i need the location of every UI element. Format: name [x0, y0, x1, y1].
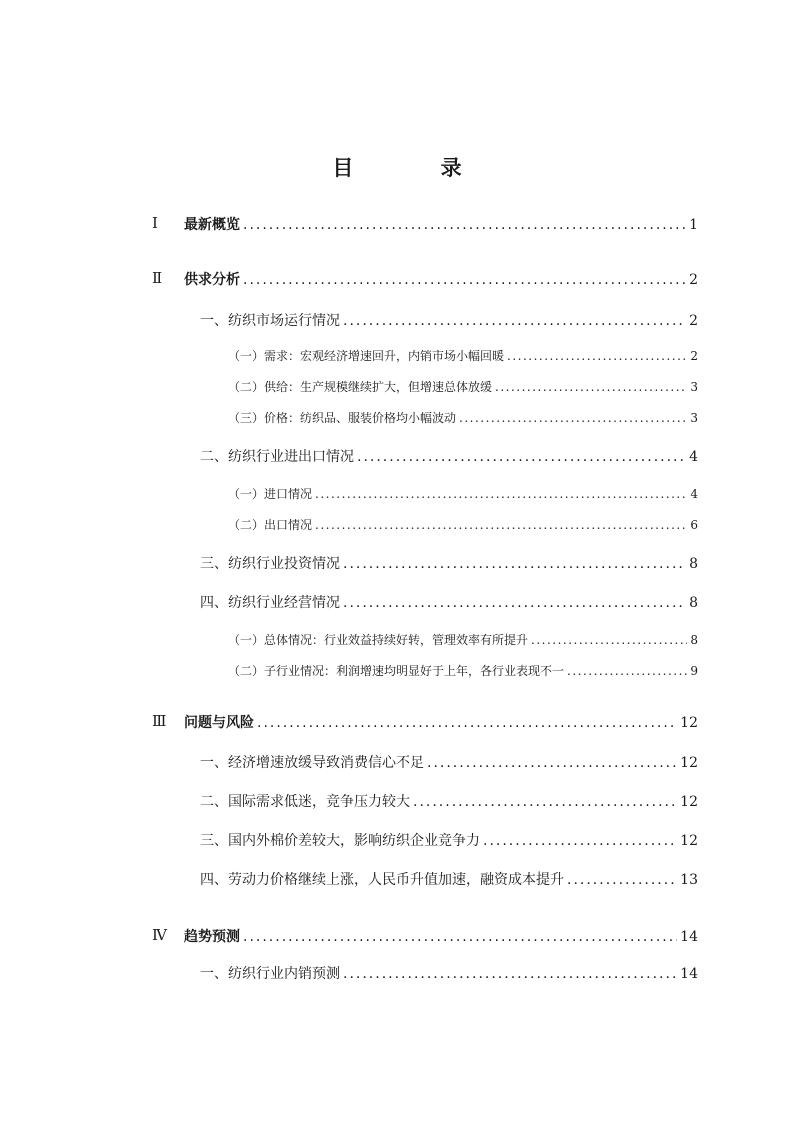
- toc-entry-label: 问题与风险: [184, 715, 254, 731]
- toc-entry-page: 14: [680, 966, 698, 982]
- toc-entry-label: 一、纺织市场运行情况: [200, 313, 340, 329]
- toc-entry-page: 3: [690, 411, 698, 425]
- toc-subentry[interactable]: [228, 516, 698, 533]
- toc-entry[interactable]: [200, 752, 698, 772]
- dot-leader: [567, 664, 687, 678]
- dot-leader: [243, 217, 686, 233]
- dot-leader: [567, 872, 677, 888]
- toc-section-entry[interactable]: [184, 926, 698, 946]
- toc-subentry[interactable]: [228, 485, 698, 502]
- toc-subentry[interactable]: [228, 409, 698, 426]
- toc-section-entry[interactable]: [184, 214, 698, 234]
- dot-leader: [343, 966, 677, 982]
- toc-entry-label: （二）出口情况: [228, 518, 313, 532]
- dot-leader: [343, 595, 686, 611]
- section-numeral: Ⅰ: [152, 214, 158, 232]
- dot-leader: [459, 411, 687, 425]
- toc-entry-page: 6: [690, 518, 698, 532]
- toc-entry[interactable]: [200, 963, 698, 983]
- dot-leader: [243, 929, 677, 945]
- dot-leader: [257, 715, 677, 731]
- dot-leader: [507, 349, 687, 363]
- toc-entry-label: （一）需求：宏观经济增速回升，内销市场小幅回暖: [228, 349, 505, 363]
- toc-entry[interactable]: [200, 791, 698, 811]
- toc-entry-page: 12: [680, 833, 698, 849]
- toc-entry-label: （二）子行业情况：利润增速均明显好于上年，各行业表现不一: [228, 664, 565, 678]
- toc-entry-page: 14: [680, 929, 698, 945]
- dot-leader: [427, 755, 677, 771]
- toc-entry-label: 供求分析: [184, 272, 240, 288]
- dot-leader: [495, 380, 687, 394]
- page-title: 目 录: [332, 156, 502, 180]
- toc-entry-page: 13: [680, 872, 698, 888]
- toc-entry-page: 8: [690, 633, 698, 647]
- toc-entry-page: 2: [689, 272, 698, 288]
- toc-entry[interactable]: [200, 446, 698, 466]
- toc-entry-label: 一、经济增速放缓导致消费信心不足: [200, 755, 424, 771]
- dot-leader: [343, 313, 686, 329]
- toc-entry-page: 12: [680, 755, 698, 771]
- dot-leader: [413, 794, 677, 810]
- toc-entry-page: 4: [690, 487, 698, 501]
- toc-entry-page: 2: [689, 313, 698, 329]
- toc-section-entry[interactable]: [184, 712, 698, 732]
- toc-entry-page: 12: [680, 715, 698, 731]
- toc-entry-page: 2: [690, 349, 698, 363]
- toc-entry-page: 9: [690, 664, 698, 678]
- dot-leader: [343, 556, 686, 572]
- toc-entry-label: 四、劳动力价格继续上涨，人民币升值加速，融资成本提升: [200, 872, 564, 888]
- toc-entry-label: （一）进口情况: [228, 487, 313, 501]
- toc-entry[interactable]: [200, 869, 698, 889]
- toc-entry[interactable]: [200, 592, 698, 612]
- toc-section-entry[interactable]: [184, 269, 698, 289]
- toc-subentry[interactable]: [228, 347, 698, 364]
- section-numeral: Ⅳ: [152, 926, 167, 944]
- toc-entry-label: （二）供给：生产规模继续扩大，但增速总体放缓: [228, 380, 493, 394]
- dot-leader: [483, 833, 677, 849]
- toc-entry-label: 趋势预测: [184, 929, 240, 945]
- toc-entry-label: 四、纺织行业经营情况: [200, 595, 340, 611]
- toc-subentry[interactable]: [228, 662, 698, 679]
- dot-leader: [243, 272, 686, 288]
- toc-entry-page: 3: [690, 380, 698, 394]
- toc-entry-label: 最新概览: [184, 217, 240, 233]
- section-numeral: Ⅱ: [152, 269, 163, 287]
- toc-entry-label: 二、国际需求低迷，竞争压力较大: [200, 794, 410, 810]
- toc-entry[interactable]: [200, 553, 698, 573]
- toc-entry-page: 8: [689, 595, 698, 611]
- toc-entry[interactable]: [200, 310, 698, 330]
- toc-entry-page: 1: [689, 217, 698, 233]
- toc-entry-label: 三、纺织行业投资情况: [200, 556, 340, 572]
- toc-entry-label: （三）价格：纺织品、服装价格均小幅波动: [228, 411, 457, 425]
- dot-leader: [315, 487, 687, 501]
- toc-entry-page: 12: [680, 794, 698, 810]
- toc-entry[interactable]: [200, 830, 698, 850]
- toc-subentry[interactable]: [228, 378, 698, 395]
- toc-entry-page: 4: [689, 449, 698, 465]
- dot-leader: [315, 518, 687, 532]
- dot-leader: [357, 449, 686, 465]
- toc-entry-label: 三、国内外棉价差较大，影响纺织企业竞争力: [200, 833, 480, 849]
- toc-entry-label: （一）总体情况：行业效益持续好转，管理效率有所提升: [228, 633, 529, 647]
- toc-subentry[interactable]: [228, 631, 698, 648]
- section-numeral: Ⅲ: [152, 712, 167, 730]
- toc-entry-label: 一、纺织行业内销预测: [200, 966, 340, 982]
- toc-entry-label: 二、纺织行业进出口情况: [200, 449, 354, 465]
- toc-entry-page: 8: [689, 556, 698, 572]
- dot-leader: [531, 633, 687, 647]
